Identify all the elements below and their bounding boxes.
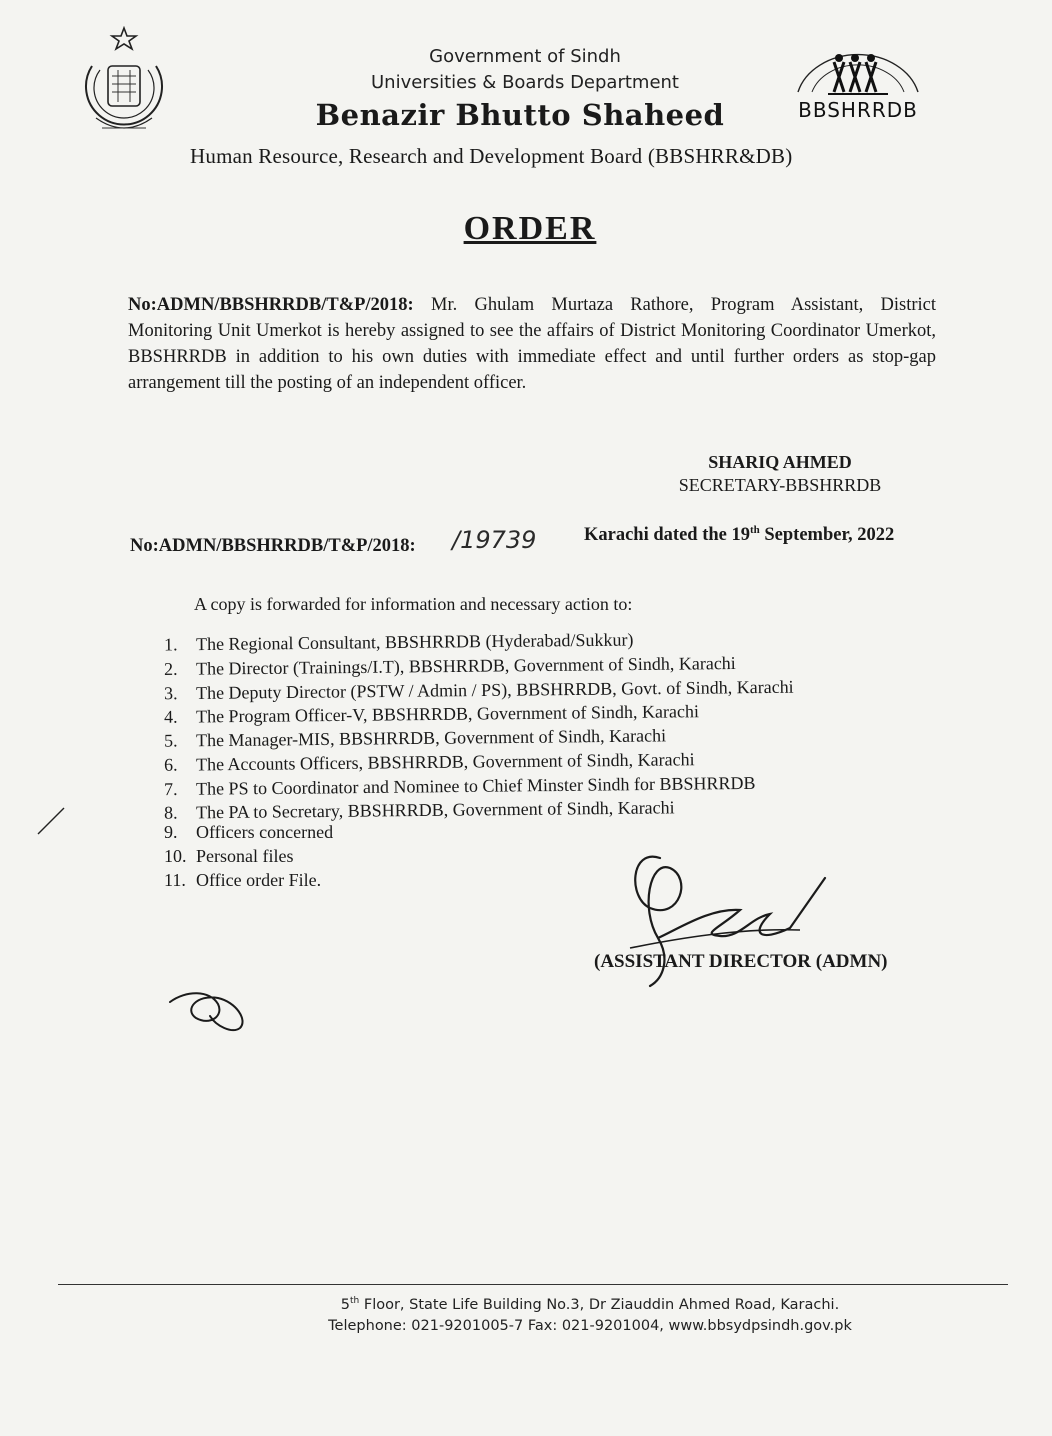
address-text: Floor, State Life Building No.3, Dr Ziauddin Ahmed Road, Karachi. bbox=[359, 1296, 840, 1313]
list-item bbox=[164, 822, 333, 843]
signatory-name: SHARIQ AHMED bbox=[708, 452, 852, 472]
footer-contact: Telephone: 021-9201005-7 Fax: 021-9201004, www.bbsydpsindh.gov.pk bbox=[328, 1318, 852, 1334]
list-item bbox=[164, 870, 321, 891]
copy-intro: A copy is forwarded for information and necessary action to: bbox=[194, 594, 633, 614]
list-item bbox=[164, 725, 666, 751]
date-suffix: September, 2022 bbox=[759, 525, 895, 546]
list-text: The Director (Trainings/I.T), BBSHRRDB, Government of Sindh, Karachi bbox=[195, 653, 736, 679]
order-body: Mr. Ghulam Murtaza Rathore, Program Assistant, District Monitoring Unit Umerkot is hereby assigned to see the affairs of District Monitoring Coordinator Umerkot, BBSHRRDB in addition to his own duties with immediate effect and until further orders as stop-gap arrangement till the posting of an independent officer. bbox=[128, 295, 936, 393]
list-item bbox=[164, 677, 794, 705]
department-name: Universities & Boards Department bbox=[370, 72, 679, 93]
list-item bbox=[164, 701, 699, 728]
order-paragraph bbox=[128, 292, 936, 396]
list-number: 11. bbox=[164, 870, 186, 890]
address-floor: 5 bbox=[340, 1296, 351, 1313]
list-number: 4. bbox=[163, 706, 178, 727]
list-number: 1. bbox=[163, 634, 178, 655]
order-number: No:ADMN/BBSHRRDB/T&P/2018: bbox=[128, 295, 414, 315]
handwritten-dispatch-number: /19739 bbox=[452, 526, 537, 554]
logo-text: BBSHRRDB bbox=[798, 98, 918, 122]
list-text: The Regional Consultant, BBSHRRDB (Hyderabad/Sukkur) bbox=[195, 629, 634, 655]
list-number: 5. bbox=[163, 730, 178, 751]
address-sup: th bbox=[350, 1296, 360, 1306]
list-text: The PA to Secretary, BBSHRRDB, Government of Sindh, Karachi bbox=[195, 797, 675, 823]
list-text: The Accounts Officers, BBSHRRDB, Government of Sindh, Karachi bbox=[195, 749, 695, 775]
handwritten-initials bbox=[166, 988, 250, 1034]
date-prefix: Karachi dated the 19 bbox=[584, 525, 750, 546]
reference-number: No:ADMN/BBSHRRDB/T&P/2018: bbox=[130, 536, 416, 556]
board-name: Benazir Bhutto Shaheed bbox=[315, 98, 725, 132]
list-number: 7. bbox=[163, 778, 178, 800]
board-full-name: Human Resource, Research and Development Board (BBSHRR&DB) bbox=[190, 144, 793, 168]
list-text: The Manager-MIS, BBSHRRDB, Government of Sindh, Karachi bbox=[195, 725, 667, 751]
date-sup: th bbox=[749, 524, 760, 536]
list-number: 6. bbox=[163, 754, 178, 775]
list-text: Officers concerned bbox=[196, 822, 334, 842]
list-item bbox=[164, 773, 756, 800]
list-number: 2. bbox=[163, 658, 178, 679]
list-item bbox=[164, 846, 293, 867]
list-text: The Program Officer-V, BBSHRRDB, Government of Sindh, Karachi bbox=[195, 701, 699, 727]
page-title: ORDER bbox=[463, 210, 597, 247]
pen-mark bbox=[36, 806, 66, 836]
list-text: Office order File. bbox=[196, 870, 322, 890]
list-item bbox=[164, 630, 634, 656]
list-number: 3. bbox=[163, 683, 178, 704]
government-name: Government of Sindh bbox=[429, 46, 621, 67]
list-item bbox=[164, 749, 695, 776]
list-number: 8. bbox=[163, 802, 178, 823]
footer-address bbox=[300, 1296, 880, 1313]
footer-divider bbox=[58, 1284, 1008, 1285]
list-number: 9. bbox=[164, 822, 178, 842]
list-number: 10. bbox=[164, 846, 187, 866]
list-item bbox=[164, 797, 675, 823]
issue-date bbox=[584, 524, 894, 546]
sindh-government-seal bbox=[78, 26, 170, 144]
list-text: Personal files bbox=[196, 846, 294, 866]
list-text: The PS to Coordinator and Nominee to Chief Minster Sindh for BBSHRRDB bbox=[195, 772, 756, 799]
list-text: The Deputy Director (PSTW / Admin / PS), BBSHRRDB, Govt. of Sindh, Karachi bbox=[195, 676, 794, 703]
assistant-director-title: (ASSISTANT DIRECTOR (ADMN) bbox=[594, 951, 888, 972]
list-item bbox=[164, 653, 736, 680]
signatory-title: SECRETARY-BBSHRRDB bbox=[678, 475, 882, 495]
